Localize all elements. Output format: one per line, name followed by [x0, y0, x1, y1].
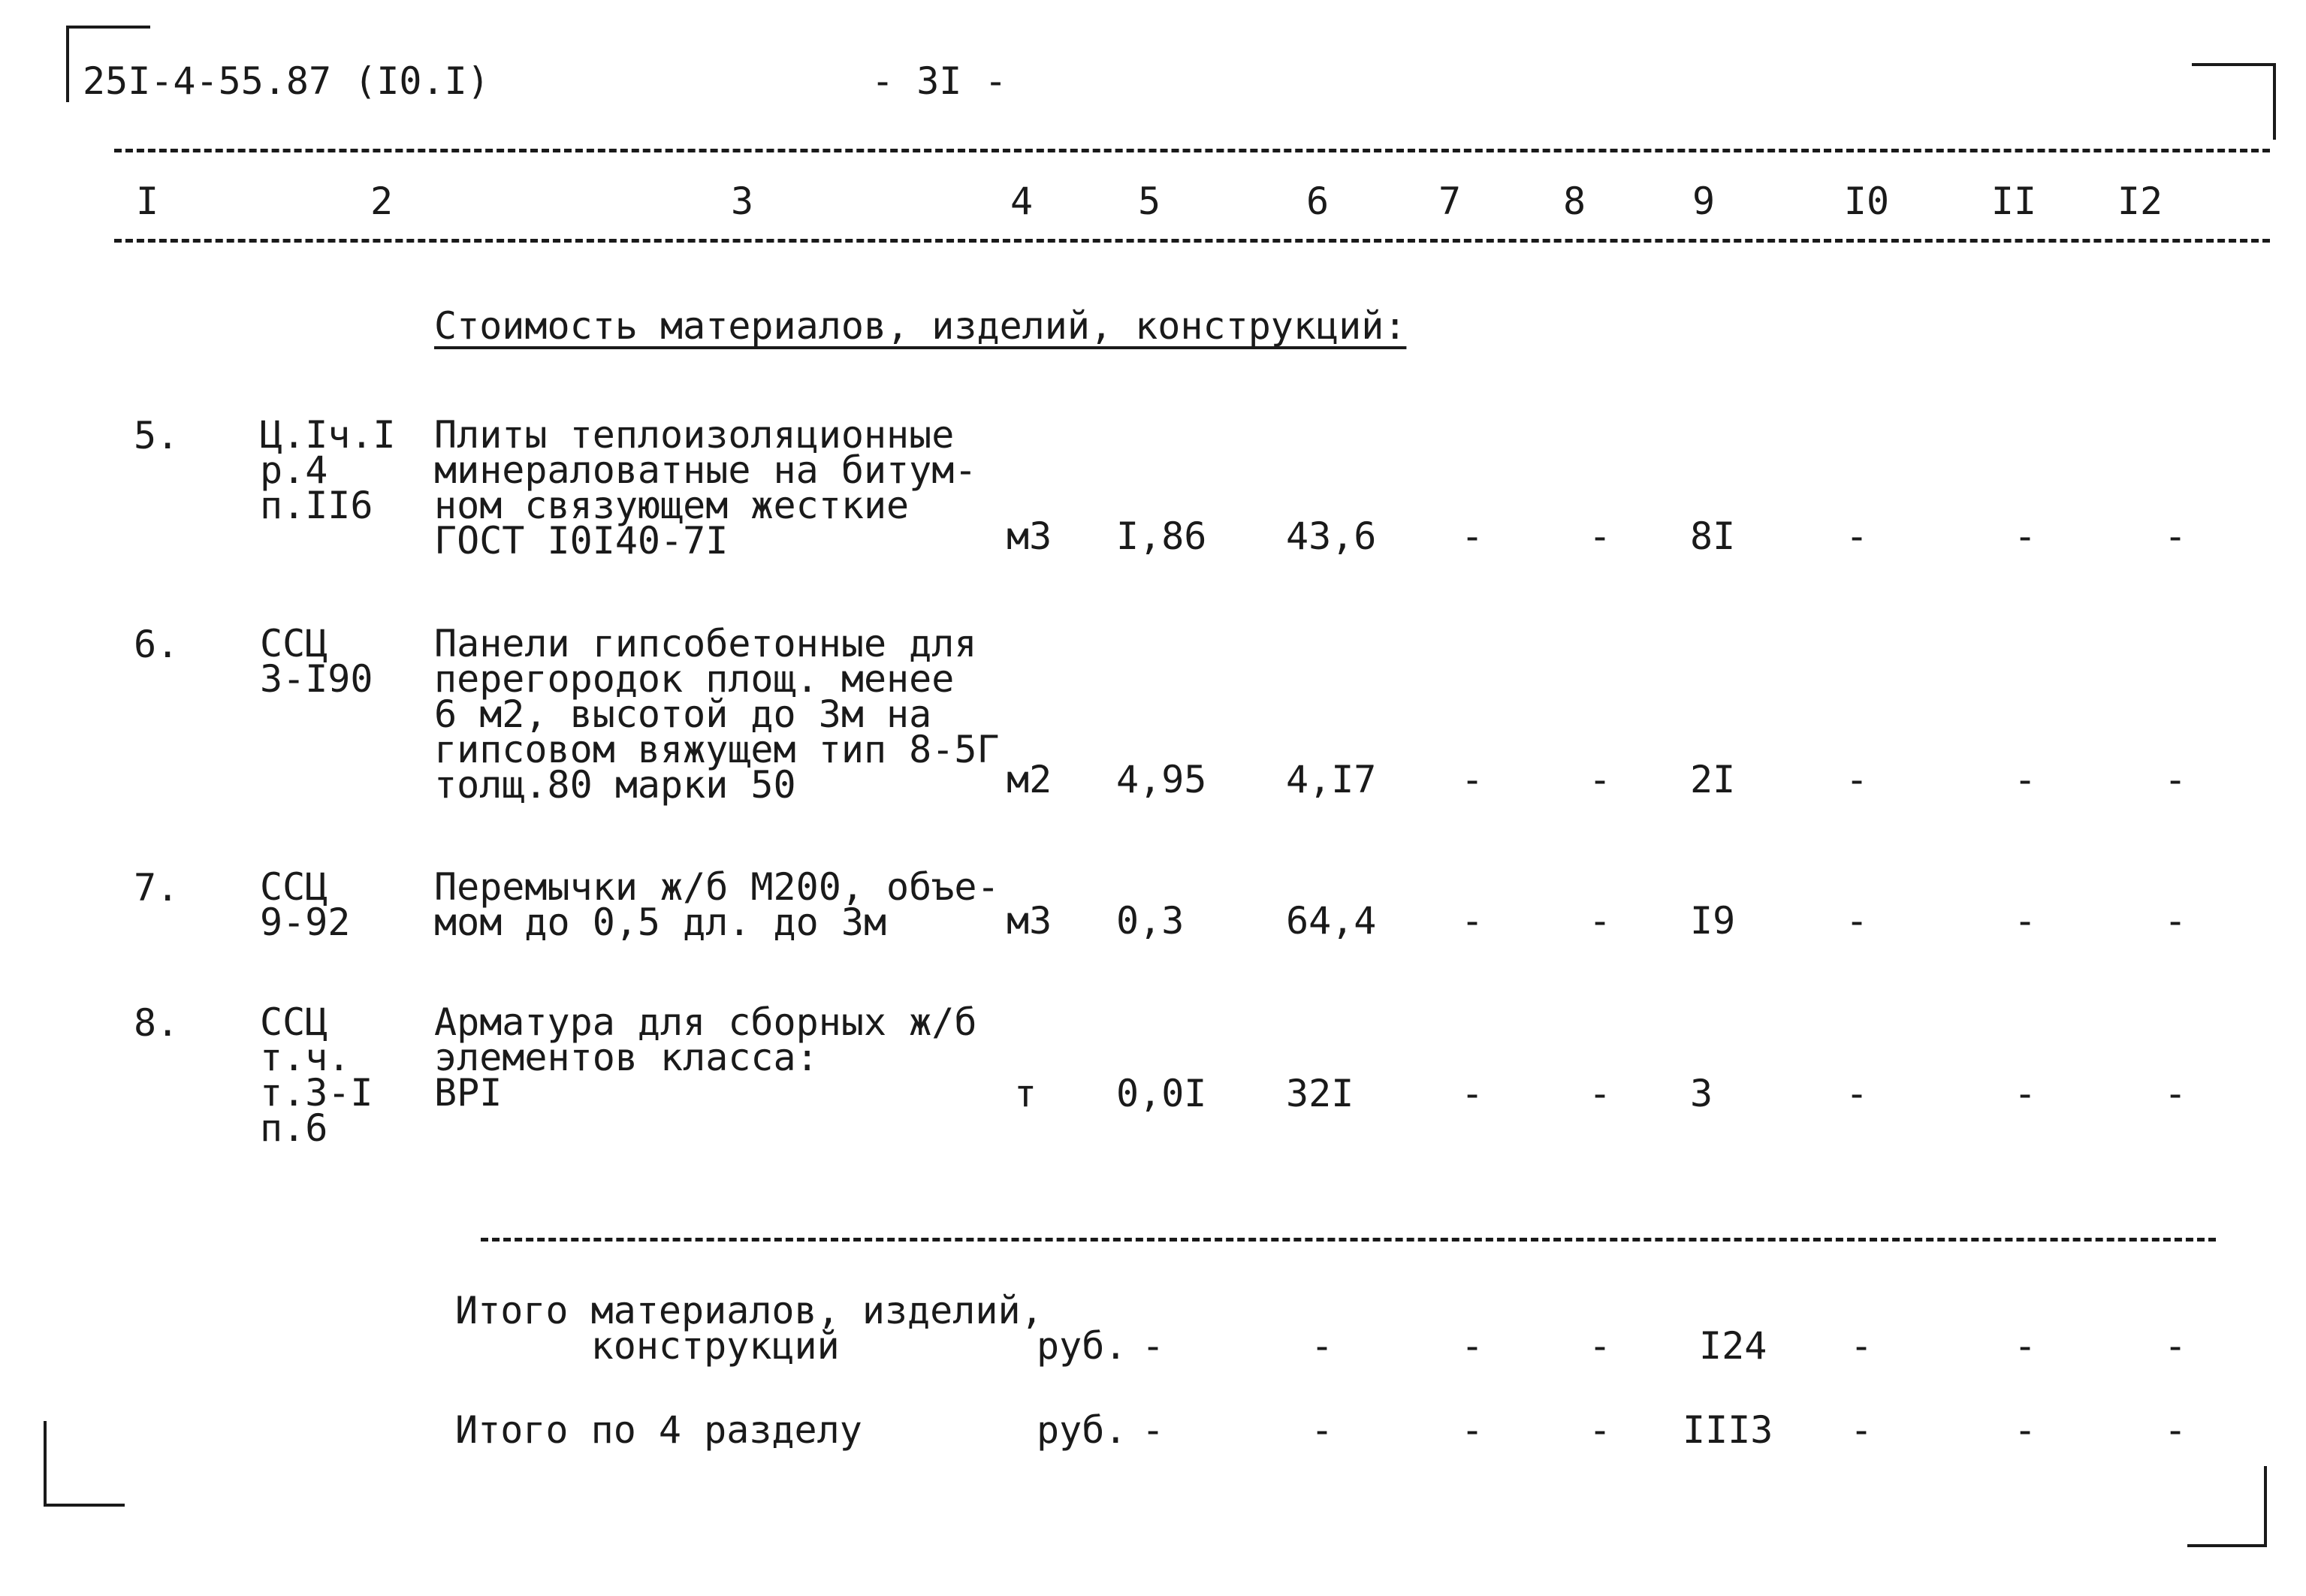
column-number-1: I [135, 180, 159, 223]
row-number: 6. [134, 623, 180, 666]
row-col8: - [1588, 758, 1612, 801]
total-col11: - [2013, 1324, 2037, 1368]
row-reference: ССЦ 3-I90 [260, 622, 373, 701]
total-col9: III3 [1683, 1408, 1773, 1452]
total-col7: - [1460, 1324, 1484, 1368]
column-number-6: 6 [1305, 180, 1330, 223]
row-quantity: 0,0I [1116, 1072, 1207, 1115]
total-col7: - [1460, 1408, 1484, 1452]
row-unit: м2 [1007, 758, 1052, 801]
row-description: Арматура для сборных ж/б элементов класса: ВРI [434, 1000, 977, 1115]
row-description: Панели гипсобетонные для перегородок площ. менее 6 м2, высотой до 3м на гипсовом вяжущем тип 8-5Г толщ.80 марки 50 [434, 622, 1000, 807]
document-code: 25I-4-55.87 (I0.I) [83, 59, 490, 103]
row-col10: - [1845, 899, 1869, 943]
total-col9: I24 [1699, 1324, 1767, 1368]
column-number-12: I2 [2117, 180, 2163, 223]
column-number-5: 5 [1137, 180, 1161, 223]
totals-separator-rule [481, 1238, 2216, 1242]
row-price: 64,4 [1286, 899, 1377, 943]
row-col7: - [1460, 1072, 1484, 1115]
total-label: Итого по 4 разделу [455, 1408, 862, 1452]
row-price: 4,I7 [1286, 758, 1377, 801]
row-col10: - [1845, 758, 1869, 801]
row-col8: - [1588, 899, 1612, 943]
row-col12: - [2163, 758, 2187, 801]
row-col9: 8I [1690, 514, 1736, 558]
row-col11: - [2013, 514, 2037, 558]
total-col10: - [1849, 1408, 1873, 1452]
row-col10: - [1845, 514, 1869, 558]
frame-corner-top-left-v [66, 26, 69, 102]
column-number-2: 2 [370, 180, 394, 223]
total-unit: руб. [1037, 1324, 1127, 1368]
row-price: 43,6 [1286, 514, 1377, 558]
row-quantity: 0,3 [1116, 899, 1185, 943]
row-col9: I9 [1690, 899, 1736, 943]
frame-corner-bottom-right-v [2264, 1466, 2267, 1547]
row-number: 8. [134, 1001, 180, 1045]
column-number-3: 3 [730, 180, 754, 223]
column-header-bottom-rule [114, 239, 2270, 243]
row-col12: - [2163, 514, 2187, 558]
column-number-11: II [1991, 180, 2037, 223]
row-col7: - [1460, 899, 1484, 943]
total-col5: - [1142, 1324, 1165, 1368]
total-col10: - [1849, 1324, 1873, 1368]
total-col8: - [1588, 1324, 1612, 1368]
row-description: Плиты теплоизоляционные минераловатные на битум- ном связующем жесткие ГОСТ I0I40-7I [434, 413, 977, 563]
frame-corner-top-left-h [66, 26, 150, 29]
column-number-4: 4 [1010, 180, 1034, 223]
row-unit: м3 [1007, 899, 1052, 943]
row-unit: т [1014, 1072, 1037, 1115]
total-col6: - [1310, 1408, 1334, 1452]
row-col10: - [1845, 1072, 1869, 1115]
row-col7: - [1460, 758, 1484, 801]
frame-corner-bottom-right-h [2187, 1544, 2267, 1547]
row-col9: 2I [1690, 758, 1736, 801]
page-number: - 3I - [871, 59, 1007, 103]
column-header-top-rule [114, 149, 2270, 152]
total-col6: - [1310, 1324, 1334, 1368]
total-col12: - [2163, 1324, 2187, 1368]
frame-corner-bottom-left-h [44, 1504, 125, 1507]
row-col8: - [1588, 514, 1612, 558]
column-number-10: I0 [1843, 180, 1890, 223]
row-col11: - [2013, 1072, 2037, 1115]
section-title: Стоимость материалов, изделий, конструкций: [434, 304, 1407, 348]
column-number-8: 8 [1562, 180, 1586, 223]
row-description: Перемычки ж/б М200, объе- мом до 0,5 дл. до 3м [434, 865, 1000, 944]
row-col8: - [1588, 1072, 1612, 1115]
row-col12: - [2163, 899, 2187, 943]
row-number: 5. [134, 414, 180, 457]
row-unit: м3 [1007, 514, 1052, 558]
row-col12: - [2163, 1072, 2187, 1115]
row-col7: - [1460, 514, 1484, 558]
frame-corner-top-right-h [2192, 63, 2276, 66]
column-number-7: 7 [1438, 180, 1462, 223]
total-label: Итого материалов, изделий, конструкций [455, 1289, 1043, 1368]
row-col11: - [2013, 758, 2037, 801]
row-price: 32I [1286, 1072, 1354, 1115]
row-reference: ССЦ т.ч. т.3-I п.6 [260, 1000, 373, 1150]
total-col12: - [2163, 1408, 2187, 1452]
row-col11: - [2013, 899, 2037, 943]
row-quantity: 4,95 [1116, 758, 1207, 801]
row-quantity: I,86 [1116, 514, 1207, 558]
frame-corner-bottom-left-v [44, 1421, 47, 1507]
row-number: 7. [134, 866, 180, 910]
total-col5: - [1142, 1408, 1165, 1452]
row-reference: ССЦ 9-92 [260, 865, 351, 944]
total-col8: - [1588, 1408, 1612, 1452]
total-col11: - [2013, 1408, 2037, 1452]
row-reference: Ц.Iч.I р.4 п.II6 [260, 413, 396, 527]
column-number-9: 9 [1692, 180, 1716, 223]
total-unit: руб. [1037, 1408, 1127, 1452]
row-col9: 3 [1690, 1072, 1713, 1115]
frame-corner-top-right-v [2273, 63, 2276, 140]
